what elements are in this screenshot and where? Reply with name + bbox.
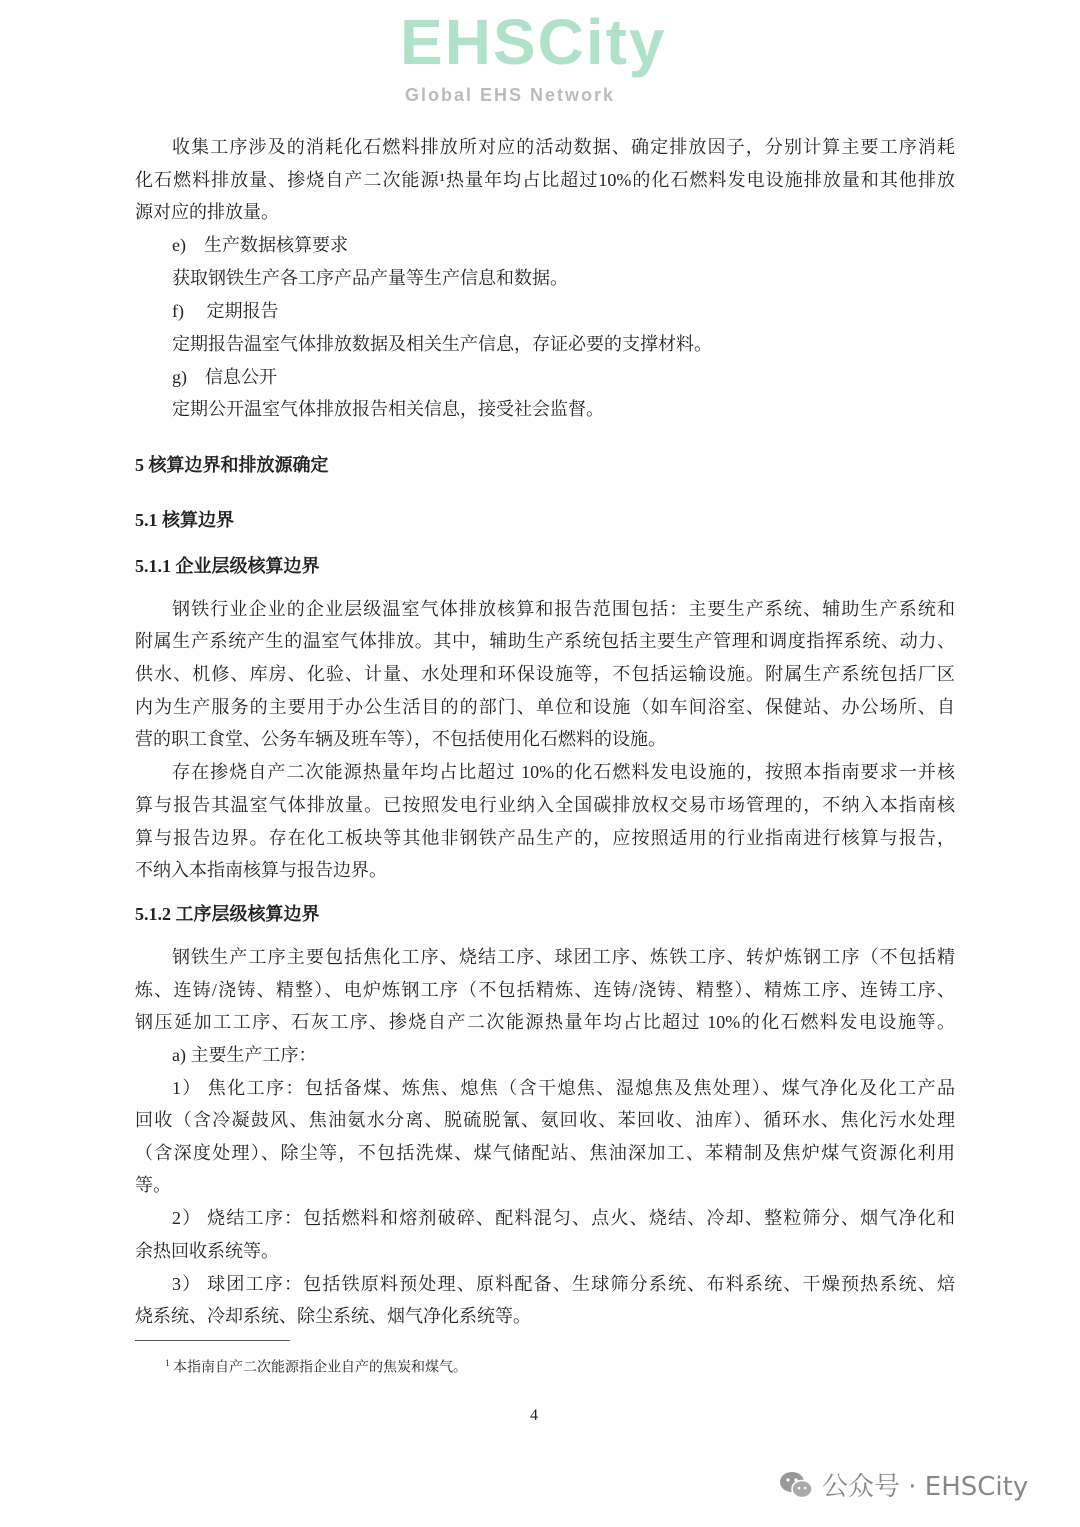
- text-line: 内为生产服务的主要用于办公生活目的的部门、单位和设施（如车间浴室、保健站、办公场所、自: [135, 697, 955, 717]
- text-line: 炼、连铸/浇铸、精整）、电炉炼钢工序（不包括精炼、连铸/浇铸、精整）、精炼工序、连铸工序、: [135, 980, 955, 1000]
- text-line: 钢铁生产工序主要包括焦化工序、烧结工序、球团工序、炼铁工序、转炉炼钢工序（不包括精: [172, 947, 955, 967]
- text-line: 存在掺烧自产二次能源热量年均占比超过 10%的化石燃料发电设施的，按照本指南要求一并核: [172, 762, 955, 782]
- text-line: 定期公开温室气体排放报告相关信息，接受社会监督。: [172, 399, 604, 419]
- text-line: 回收（含冷凝鼓风、焦油氨水分离、脱硫脱氰、氨回收、苯回收、油库）、循环水、焦化污水处理: [135, 1110, 955, 1130]
- text-line: 不纳入本指南核算与报告边界。: [135, 860, 387, 880]
- footnote: [165, 1352, 467, 1380]
- text-line: 3） 球团工序：包括铁原料预处理、原料配备、生球筛分系统、布料系统、干燥预热系统、焙: [172, 1274, 955, 1294]
- section-heading: 5.1.1 企业层级核算边界: [135, 556, 320, 576]
- text-line: 附属生产系统产生的温室气体排放。其中，辅助生产系统包括主要生产管理和调度指挥系统、动力、: [135, 631, 955, 651]
- text-line: 供水、机修、库房、化验、计量、水处理和环保设施等，不包括运输设施。附属生产系统包括厂区: [135, 664, 955, 684]
- page-number: 4: [530, 1407, 538, 1424]
- footnote-text: 本指南自产二次能源指企业自产的焦炭和煤气。: [173, 1360, 467, 1376]
- text-line: 化石燃料排放量、掺烧自产二次能源¹热量年均占比超过10%的化石燃料发电设施排放量和其他排放: [135, 170, 955, 190]
- text-line: e) 生产数据核算要求: [172, 235, 348, 255]
- text-line: 收集工序涉及的消耗化石燃料排放所对应的活动数据、确定排放因子，分别计算主要工序消耗: [172, 137, 955, 157]
- watermark-tagline: Global EHS Network: [405, 85, 616, 105]
- section-heading: 5.1 核算边界: [135, 510, 234, 530]
- wechat-account-label: 公众号 · EHSCity: [822, 1472, 1029, 1502]
- text-line: 钢铁行业企业的企业层级温室气体排放核算和报告范围包括：主要生产系统、辅助生产系统和: [172, 599, 955, 619]
- text-line: 2） 烧结工序：包括燃料和熔剂破碎、配料混匀、点火、烧结、冷却、整粒筛分、烟气净化和: [172, 1208, 955, 1228]
- text-line: 获取钢铁生产各工序产品产量等生产信息和数据。: [172, 268, 568, 288]
- text-line: 余热回收系统等。: [135, 1241, 279, 1261]
- text-line: 营的职工食堂、公务车辆及班车等），不包括使用化石燃料的设施。: [135, 729, 666, 749]
- watermark-logo: EHSCity: [400, 6, 667, 78]
- text-line: 等。: [135, 1175, 171, 1195]
- text-line: g) 信息公开: [172, 367, 277, 387]
- text-line: 定期报告温室气体排放数据及相关生产信息，存证必要的支撑材料。: [172, 334, 712, 354]
- text-line: （含深度处理）、除尘等，不包括洗煤、煤气储配站、焦油深加工、苯精制及焦炉煤气资源化利用: [135, 1143, 955, 1163]
- section-heading: 5 核算边界和排放源确定: [135, 455, 329, 475]
- text-line: 烧系统、冷却系统、除尘系统、烟气净化系统等。: [135, 1306, 531, 1326]
- text-line: 钢压延加工工序、石灰工序、掺烧自产二次能源热量年均占比超过 10%的化石燃料发电设施等。: [135, 1012, 955, 1032]
- text-line: 算与报告其温室气体排放量。已按照发电行业纳入全国碳排放权交易市场管理的，不纳入本指南核: [135, 795, 955, 815]
- wechat-icon: [778, 1470, 814, 1500]
- text-line: f) 定期报告: [172, 301, 279, 321]
- text-line: a) 主要生产工序：: [172, 1045, 317, 1065]
- section-heading: 5.1.2 工序层级核算边界: [135, 904, 320, 924]
- footnote-divider: [135, 1340, 290, 1341]
- footnote-mark: 1: [165, 1358, 170, 1368]
- wechat-watermark: [778, 1466, 1028, 1503]
- text-line: 算与报告边界。存在化工板块等其他非钢铁产品生产的，应按照适用的行业指南进行核算与报告，: [135, 828, 955, 848]
- text-line: 1） 焦化工序：包括备煤、炼焦、熄焦（含干熄焦、湿熄焦及焦处理）、煤气净化及化工产品: [172, 1078, 955, 1098]
- text-line: 源对应的排放量。: [135, 202, 279, 222]
